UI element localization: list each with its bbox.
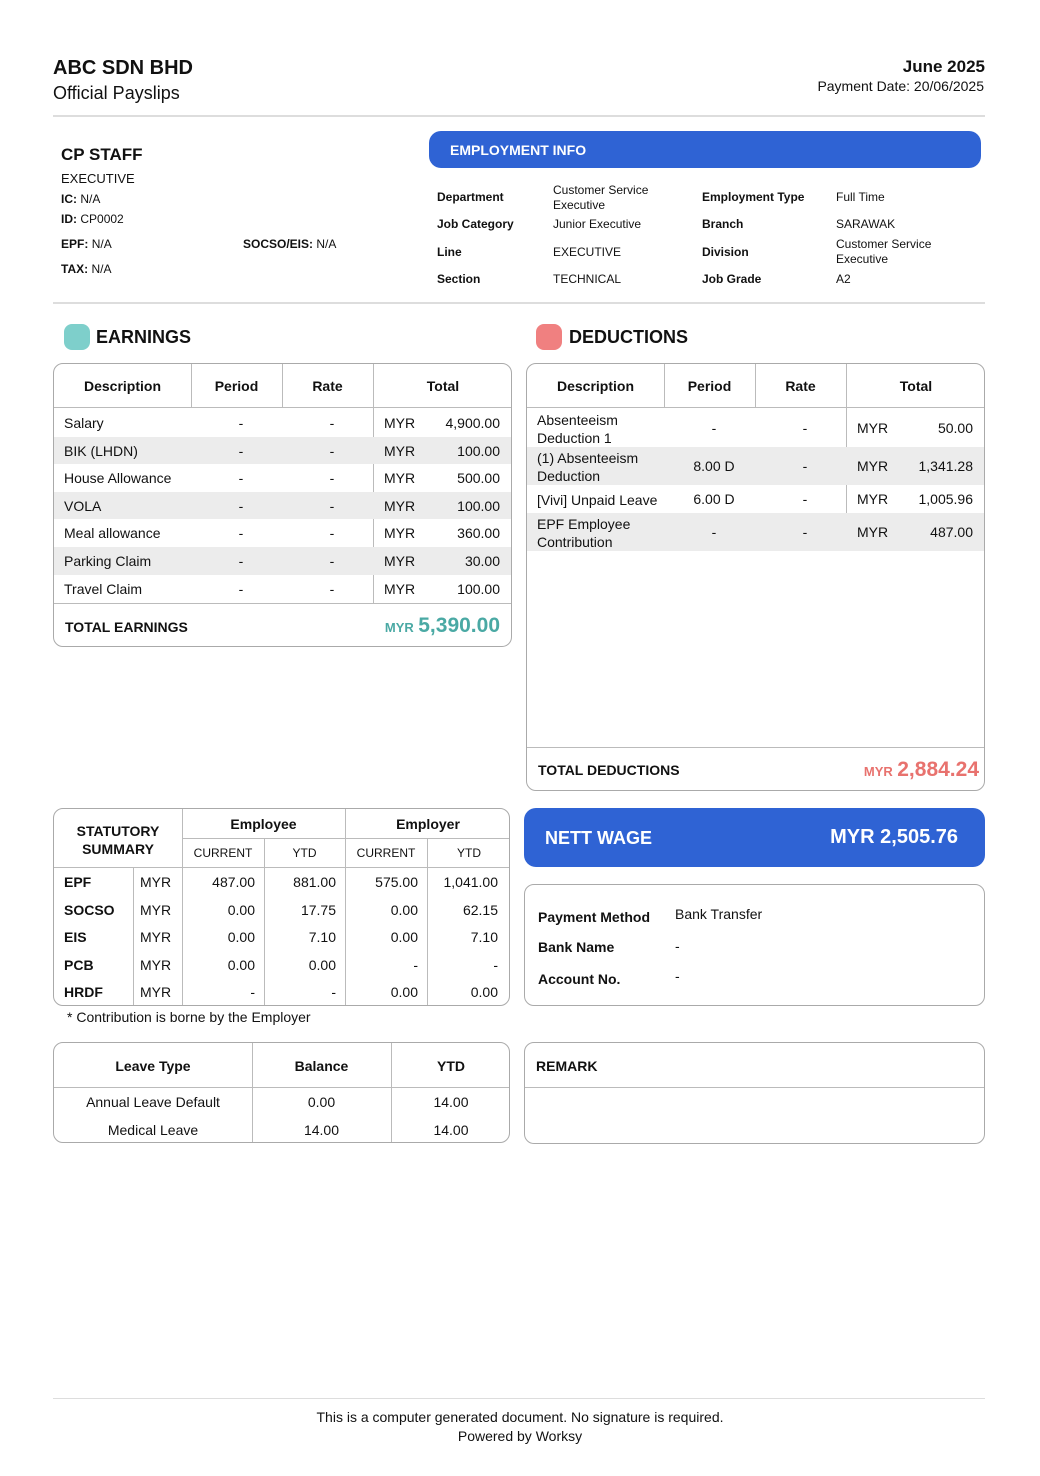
earnings-row-currency: MYR: [384, 415, 416, 431]
statutory-employee-ytd: 17.75: [300, 901, 336, 918]
earnings-row-amount: 100.00: [457, 580, 500, 597]
earnings-header-description: Description: [83, 378, 161, 394]
staff-name: CP STAFF: [61, 145, 143, 164]
earnings-row-rate: -: [329, 525, 335, 542]
earnings-header-total: Total: [426, 378, 460, 394]
staff-id: ID: CP0002: [61, 212, 124, 226]
earnings-row-description: Meal allowance: [64, 525, 161, 542]
statutory-title: STATUTORY SUMMARY: [76, 823, 160, 857]
statutory-row-currency: MYR: [140, 929, 172, 946]
earnings-row-description: BIK (LHDN): [64, 442, 138, 459]
employment-type-label: Employment Type: [702, 190, 805, 204]
leave-row-type: Medical Leave: [107, 1122, 199, 1138]
statutory-employee-current: 0.00: [227, 901, 255, 918]
total-deductions-label: TOTAL DEDUCTIONS: [538, 762, 680, 778]
payment-details: [524, 884, 985, 1006]
bank-name-value: -: [675, 938, 680, 954]
job-category-label: Job Category: [437, 217, 514, 231]
statutory-row-name: SOCSO: [64, 901, 115, 918]
branch-label: Branch: [702, 217, 744, 231]
earnings-row-period: -: [238, 553, 244, 569]
deductions-row-rate: -: [802, 524, 808, 540]
earnings-row-currency: MYR: [384, 580, 416, 597]
job-grade-label: Job Grade: [702, 272, 762, 286]
earnings-row-currency: MYR: [384, 497, 416, 514]
leave-balance-header: Balance: [294, 1058, 349, 1074]
department-value: Customer Service Executive: [553, 183, 649, 212]
employment-info-header: EMPLOYMENT INFO: [429, 131, 981, 168]
footer-divider: [53, 1398, 985, 1399]
earnings-row-rate: -: [329, 553, 335, 569]
nett-wage-banner: [524, 808, 985, 867]
earnings-row-period: -: [238, 497, 244, 514]
deductions-row-currency: MYR: [857, 524, 889, 540]
deductions-header-rate: Rate: [785, 378, 816, 394]
employee-header: Employee: [230, 816, 297, 832]
nett-wage-amount: MYR 2,505.76: [830, 826, 958, 848]
earnings-row-period: -: [238, 470, 244, 487]
deductions-row-description: EPF Employee Contribution: [537, 516, 631, 550]
deductions-header-period: Period: [687, 378, 732, 394]
deductions-row-period: 6.00 D: [693, 491, 735, 507]
earnings-table: [53, 363, 512, 647]
bank-name-label: Bank Name: [538, 939, 615, 955]
deductions-row-currency: MYR: [857, 458, 889, 474]
staff-ic: IC: N/A: [61, 192, 101, 206]
deductions-row-rate: -: [802, 420, 808, 436]
leave-ytd-header: YTD: [437, 1058, 465, 1074]
statutory-employee-current: 0.00: [227, 929, 255, 946]
deductions-dot-icon: [536, 324, 562, 350]
earnings-row-amount: 4,900.00: [445, 415, 500, 431]
statutory-employee-current: 487.00: [212, 874, 255, 890]
leave-row-type: Annual Leave Default: [86, 1094, 220, 1110]
employer-ytd-header: YTD: [457, 846, 481, 860]
earnings-row-period: -: [238, 525, 244, 542]
deductions-row-rate: -: [802, 458, 808, 474]
earnings-row-rate: -: [329, 470, 335, 487]
payment-method-label: Payment Method: [538, 909, 651, 925]
deductions-header-description: Description: [556, 378, 634, 394]
leave-table: [53, 1042, 510, 1143]
staff-epf: EPF: N/A: [61, 237, 112, 251]
earnings-row-currency: MYR: [384, 525, 416, 542]
deductions-title: DEDUCTIONS: [569, 327, 689, 347]
department-label: Department: [437, 190, 504, 204]
earnings-row-currency: MYR: [384, 442, 416, 459]
deductions-row-rate: -: [802, 491, 808, 507]
statutory-employer-ytd: 1,041.00: [443, 874, 498, 890]
statutory-employer-current: 0.00: [390, 929, 418, 946]
document-subtitle: Official Payslips: [53, 83, 180, 103]
payment-date: Payment Date: 20/06/2025: [817, 78, 984, 94]
statutory-row-currency: MYR: [140, 956, 172, 973]
employee-ytd-header: YTD: [292, 846, 317, 860]
statutory-summary-table: [53, 808, 510, 1006]
statutory-employee-ytd: -: [331, 984, 336, 1001]
nett-wage-label: NETT WAGE: [545, 828, 652, 848]
statutory-employer-current: 0.00: [390, 984, 418, 1001]
statutory-employee-current: -: [250, 984, 255, 1001]
earnings-row-amount: 100.00: [457, 497, 500, 514]
statutory-employee-ytd: 0.00: [308, 956, 336, 973]
statutory-employee-ytd: 7.10: [308, 929, 336, 946]
earnings-row-rate: -: [329, 442, 335, 459]
staff-socso: SOCSO/EIS: N/A: [243, 237, 337, 251]
statutory-note: * Contribution is borne by the Employer: [67, 1009, 311, 1025]
earnings-row-period: -: [238, 442, 244, 459]
earnings-row-description: VOLA: [64, 497, 102, 514]
earnings-row-rate: -: [329, 497, 335, 514]
statutory-employer-ytd: 62.15: [462, 901, 498, 918]
staff-tax: TAX: N/A: [61, 262, 112, 276]
earnings-row-period: -: [238, 415, 244, 431]
earnings-row-description: Parking Claim: [64, 553, 152, 569]
earnings-row-rate: -: [329, 580, 335, 597]
deductions-row-amount: 487.00: [930, 524, 973, 540]
leave-row-ytd: 14.00: [433, 1122, 469, 1138]
section-value: TECHNICAL: [553, 272, 622, 286]
payment-method-value: Bank Transfer: [675, 906, 763, 922]
info-divider: [53, 302, 985, 304]
earnings-row-description: Travel Claim: [64, 580, 143, 597]
employee-current-header: CURRENT: [193, 846, 253, 860]
earnings-row-amount: 500.00: [457, 470, 500, 487]
line-label: Line: [437, 245, 462, 259]
statutory-employer-ytd: 7.10: [470, 929, 498, 946]
deductions-row-currency: MYR: [857, 420, 889, 436]
staff-position: EXECUTIVE: [61, 171, 135, 186]
leave-row-balance: 14.00: [303, 1122, 340, 1138]
employer-header: Employer: [396, 816, 460, 832]
deductions-table: [526, 363, 985, 791]
earnings-row-description: House Allowance: [64, 470, 172, 487]
statutory-employer-ytd: 0.00: [470, 984, 498, 1001]
leave-row-ytd: 14.00: [433, 1094, 469, 1110]
earnings-row-period: -: [238, 580, 244, 597]
deductions-row-description: [Vivi] Unpaid Leave: [537, 492, 658, 508]
earnings-header-period: Period: [214, 378, 259, 394]
earnings-header-rate: Rate: [312, 378, 343, 394]
earnings-dot-icon: [64, 324, 90, 350]
earnings-row-currency: MYR: [384, 553, 416, 569]
section-label: Section: [437, 272, 481, 286]
account-no-value: -: [675, 968, 680, 984]
deductions-row-period: -: [711, 524, 717, 540]
deductions-row-amount: 1,341.28: [918, 458, 973, 474]
job-category-value: Junior Executive: [553, 217, 642, 231]
statutory-employee-current: 0.00: [227, 956, 255, 973]
deductions-row-period: -: [711, 420, 717, 436]
earnings-row-amount: 360.00: [457, 525, 500, 542]
statutory-row-currency: MYR: [140, 984, 172, 1001]
statutory-employer-ytd: -: [493, 956, 498, 973]
total-deductions-amount: MYR 2,884.24: [863, 758, 979, 781]
statutory-row-name: EIS: [64, 929, 87, 946]
division-value: Customer Service Executive: [836, 237, 932, 266]
header-divider: [53, 115, 985, 117]
employment-type-value: Full Time: [836, 190, 885, 204]
employer-current-header: CURRENT: [356, 846, 416, 860]
deductions-row-currency: MYR: [857, 491, 889, 507]
remark-box: [524, 1042, 985, 1144]
statutory-employer-current: 575.00: [375, 874, 418, 890]
footer-note: This is a computer generated document. No signature is required.: [316, 1409, 724, 1425]
statutory-row-name: PCB: [64, 956, 94, 973]
job-grade-value: A2: [836, 272, 851, 286]
earnings-row-description: Salary: [64, 415, 104, 431]
line-value: EXECUTIVE: [553, 245, 622, 259]
footer-powered-by: Powered by Worksy: [457, 1428, 583, 1444]
branch-value: SARAWAK: [836, 217, 896, 231]
company-name: ABC SDN BHD: [53, 57, 193, 79]
deductions-row-description: Absenteeism Deduction 1: [537, 412, 618, 446]
statutory-employer-current: 0.00: [390, 901, 418, 918]
statutory-row-name: EPF: [64, 874, 92, 890]
total-earnings-label: TOTAL EARNINGS: [65, 619, 188, 635]
statutory-employer-current: -: [413, 956, 418, 973]
division-label: Division: [702, 245, 749, 259]
leave-type-header: Leave Type: [115, 1058, 191, 1074]
account-no-label: Account No.: [538, 971, 621, 987]
total-earnings-amount: MYR 5,390.00: [384, 614, 500, 637]
remark-label: REMARK: [536, 1058, 598, 1074]
pay-period: June 2025: [902, 57, 985, 76]
statutory-row-currency: MYR: [140, 901, 172, 918]
deductions-row-period: 8.00 D: [693, 458, 735, 474]
statutory-row-currency: MYR: [140, 874, 172, 890]
earnings-title: EARNINGS: [96, 327, 192, 347]
deductions-header-total: Total: [899, 378, 933, 394]
leave-row-balance: 0.00: [307, 1094, 336, 1110]
earnings-row-rate: -: [329, 415, 335, 431]
deductions-row-amount: 50.00: [937, 420, 973, 436]
deductions-row-amount: 1,005.96: [918, 491, 973, 507]
earnings-row-amount: 30.00: [464, 553, 500, 569]
statutory-employee-ytd: 881.00: [293, 874, 336, 890]
earnings-row-amount: 100.00: [457, 442, 500, 459]
deductions-row-description: (1) Absenteeism Deduction: [537, 450, 639, 484]
earnings-row-currency: MYR: [384, 470, 416, 487]
statutory-row-name: HRDF: [64, 984, 103, 1001]
